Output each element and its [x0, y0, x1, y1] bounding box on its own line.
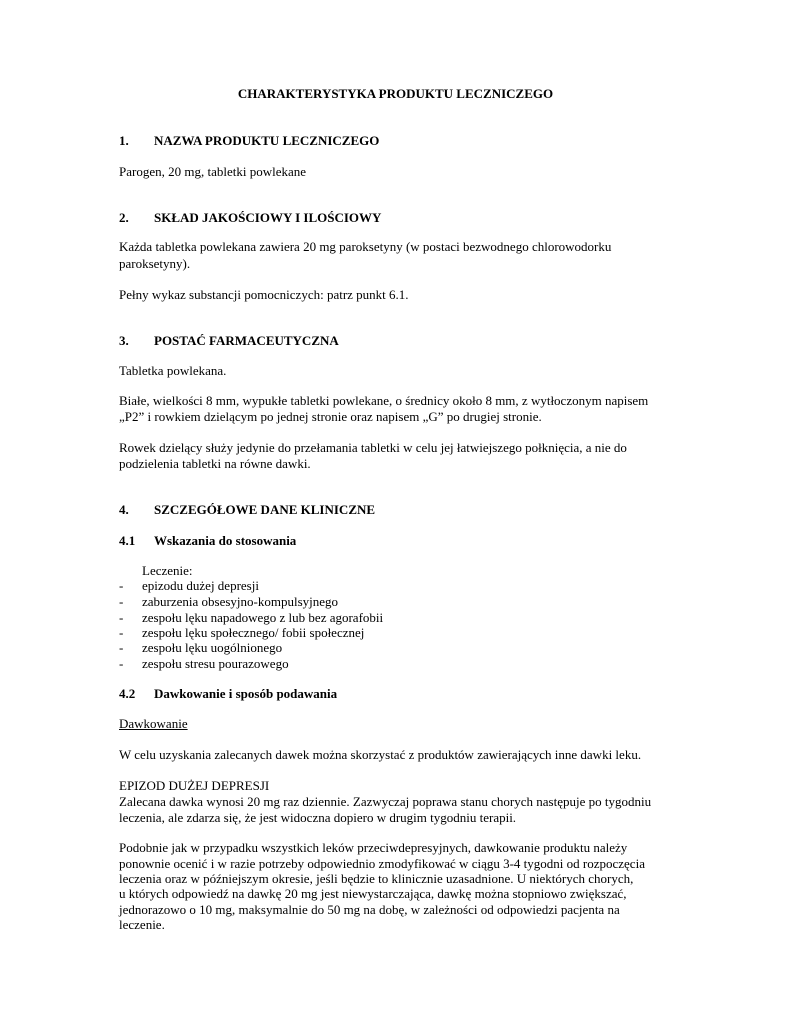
section-4-2-number: 4.2	[119, 686, 136, 701]
list-item: zespołu stresu pourazowego	[142, 656, 289, 671]
list-dash: -	[119, 610, 124, 625]
product-name-text: Parogen, 20 mg, tabletki powlekane	[119, 164, 307, 179]
list-dash: -	[119, 656, 124, 671]
composition-line-1: Każda tabletka powlekana zawiera 20 mg paroksetyny (w postaci bezwodnego chlorowodorku	[119, 239, 612, 254]
dosing-review-line-1: Podobnie jak w przypadku wszystkich leków przeciwdepresyjnych, dawkowanie produktu należy	[119, 840, 628, 855]
dosing-review-line-2: ponownie ocenić i w razie potrzeby odpowiednio zmodyfikować w ciągu 3-4 tygodni od rozpoczęcia	[119, 856, 645, 871]
document-title: CHARAKTERYSTYKA PRODUKTU LECZNICZEGO	[237, 86, 554, 101]
section-4-heading: SZCZEGÓŁOWE DANE KLINICZNE	[154, 502, 376, 517]
tablet-description-line-2: „P2” i rowkiem dzielącym po jednej stronie oraz napisem „G” po drugiej stronie.	[119, 409, 542, 424]
section-2-number: 2.	[119, 210, 129, 225]
list-item: zespołu lęku uogólnionego	[142, 640, 283, 655]
section-4-2-heading: Dawkowanie i sposób podawania	[154, 686, 338, 701]
list-dash: -	[119, 578, 124, 593]
form-text: Tabletka powlekana.	[119, 363, 227, 378]
section-4-number: 4.	[119, 502, 129, 517]
dosing-review-line-4: u których odpowiedź na dawkę 20 mg jest niewystarczająca, dawkę można stopniowo zwiększać,	[119, 886, 627, 901]
dosing-review-line-3: leczenia oraz w późniejszym okresie, jeśli będzie to klinicznie uzasadnione. U niektórych chorych,	[119, 871, 634, 886]
list-dash: -	[119, 640, 124, 655]
section-1-heading: NAZWA PRODUKTU LECZNICZEGO	[154, 133, 380, 148]
dosing-paragraph-1: W celu uzyskania zalecanych dawek można skorzystać z produktów zawierających inne dawki leku.	[119, 747, 642, 762]
section-4-1-heading: Wskazania do stosowania	[154, 533, 297, 548]
major-depression-heading: EPIZOD DUŻEJ DEPRESJI	[119, 778, 270, 793]
section-3-number: 3.	[119, 333, 129, 348]
dosing-review-line-6: leczenie.	[119, 917, 165, 932]
dosing-subheading: Dawkowanie	[119, 716, 188, 731]
list-item: zespołu lęku społecznego/ fobii społecznej	[142, 625, 365, 640]
composition-line-2: paroksetyny).	[119, 256, 191, 271]
list-item: zaburzenia obsesyjno-kompulsyjnego	[142, 594, 339, 609]
excipients-text: Pełny wykaz substancji pomocniczych: patrz punkt 6.1.	[119, 287, 409, 302]
section-3-heading: POSTAĆ FARMACEUTYCZNA	[154, 333, 339, 348]
score-line-text-1: Rowek dzielący służy jedynie do przełamania tabletki w celu jej łatwiejszego połknięcia, a nie do	[119, 440, 627, 455]
section-4-1-number: 4.1	[119, 533, 136, 548]
score-line-text-2: podzielenia tabletki na równe dawki.	[119, 456, 311, 471]
list-item: epizodu dużej depresji	[142, 578, 259, 593]
major-depression-line-1: Zalecana dawka wynosi 20 mg raz dziennie. Zazwyczaj poprawa stanu chorych następuje po tygodniu	[119, 794, 652, 809]
list-dash: -	[119, 625, 124, 640]
major-depression-line-2: leczenia, ale zdarza się, że jest widoczna dopiero w drugim tygodniu terapii.	[119, 810, 517, 825]
list-dash: -	[119, 594, 124, 609]
indications-intro: Leczenie:	[142, 563, 193, 578]
section-1-number: 1.	[119, 133, 129, 148]
list-item: zespołu lęku napadowego z lub bez agorafobii	[142, 610, 384, 625]
section-2-heading: SKŁAD JAKOŚCIOWY I ILOŚCIOWY	[154, 210, 382, 225]
dosing-review-line-5: jednorazowo o 10 mg, maksymalnie do 50 mg na dobę, w zależności od odpowiedzi pacjenta na	[119, 902, 620, 917]
tablet-description-line-1: Białe, wielkości 8 mm, wypukłe tabletki powlekane, o średnicy około 8 mm, z wytłoczonym napisem	[119, 393, 649, 408]
